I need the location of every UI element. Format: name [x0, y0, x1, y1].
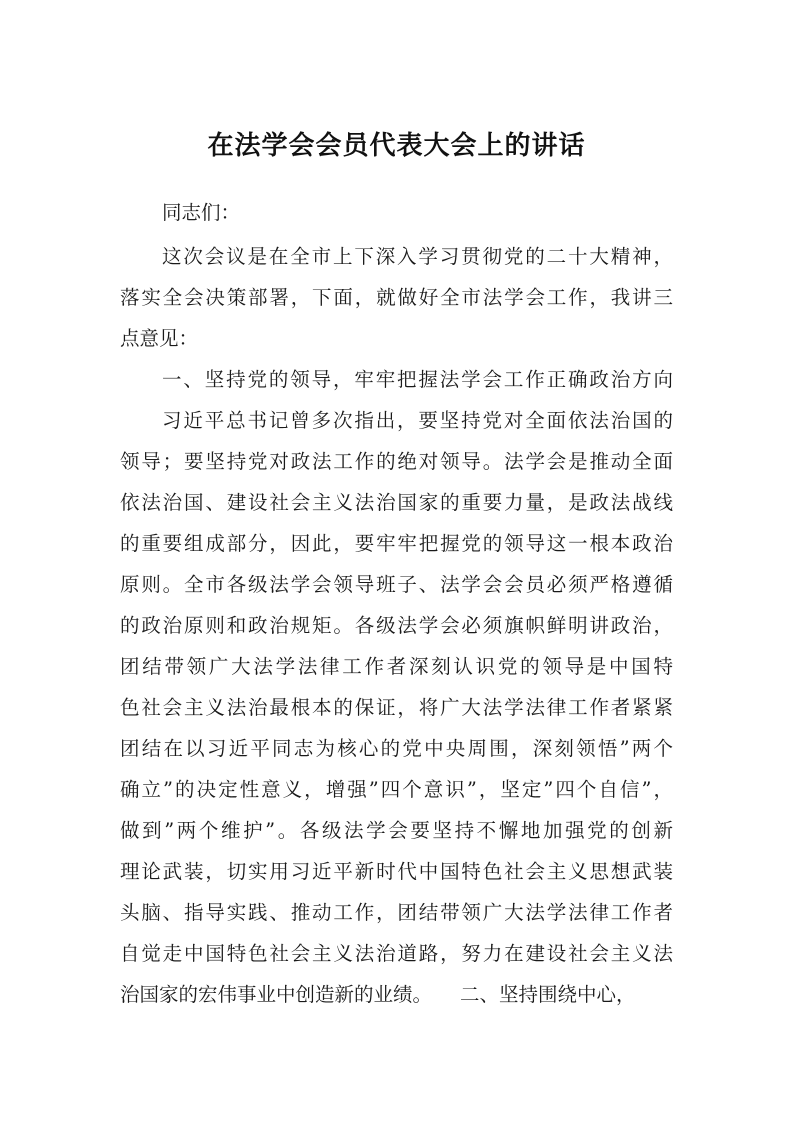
body-line: 团结在以习近平同志为核心的党中央周围，深刻领悟”两个: [120, 737, 673, 760]
salutation-line: 同志们：: [162, 201, 241, 224]
body-line: 头脑、指导实践、推动工作，团结带领广大法学法律工作者: [120, 901, 673, 924]
body-line: 团结带领广大法学法律工作者深刻认识党的领导是中国特: [120, 655, 673, 678]
body-line: 做到”两个维护”。各级法学会要坚持不懈地加强党的创新: [120, 819, 673, 842]
body-line: 色社会主义法治最根本的保证，将广大法学法律工作者紧紧: [120, 696, 673, 719]
body-line: 习近平总书记曾多次指出，要坚持党对全面依法治国的: [162, 409, 673, 432]
body-line: 理论武装，切实用习近平新时代中国特色社会主义思想武装: [120, 860, 673, 883]
body-line: 的重要组成部分，因此，要牢牢把握党的领导这一根本政治: [120, 532, 673, 555]
body-line: 落实全会决策部署，下面，就做好全市法学会工作，我讲三: [120, 286, 673, 309]
body-line: 这次会议是在全市上下深入学习贯彻党的二十大精神，: [162, 245, 673, 268]
body-line: 领导；要坚持党对政法工作的绝对领导。法学会是推动全面: [120, 450, 673, 473]
body-line-final: [120, 982, 673, 1008]
body-line: 点意见：: [120, 327, 199, 350]
section-heading-2: 二、坚持围绕中心，: [460, 983, 636, 1006]
document-title: 在法学会会员代表大会上的讲话: [207, 131, 586, 161]
body-line: 确立”的决定性意义，增强”四个意识”，坚定”四个自信”，: [120, 778, 673, 801]
body-line: 原则。全市各级法学会领导班子、法学会会员必须严格遵循: [120, 573, 673, 596]
body-line-end: 治国家的宏伟事业中创造新的业绩。: [120, 983, 433, 1006]
section-heading-1: 一、坚持党的领导，牢牢把握法学会工作正确政治方向: [162, 368, 673, 391]
body-line: 依法治国、建设社会主义法治国家的重要力量，是政法战线: [120, 491, 673, 514]
body-line: 的政治原则和政治规矩。各级法学会必须旗帜鲜明讲政治，: [120, 614, 673, 637]
body-line: 自觉走中国特色社会主义法治道路，努力在建设社会主义法: [120, 942, 673, 965]
